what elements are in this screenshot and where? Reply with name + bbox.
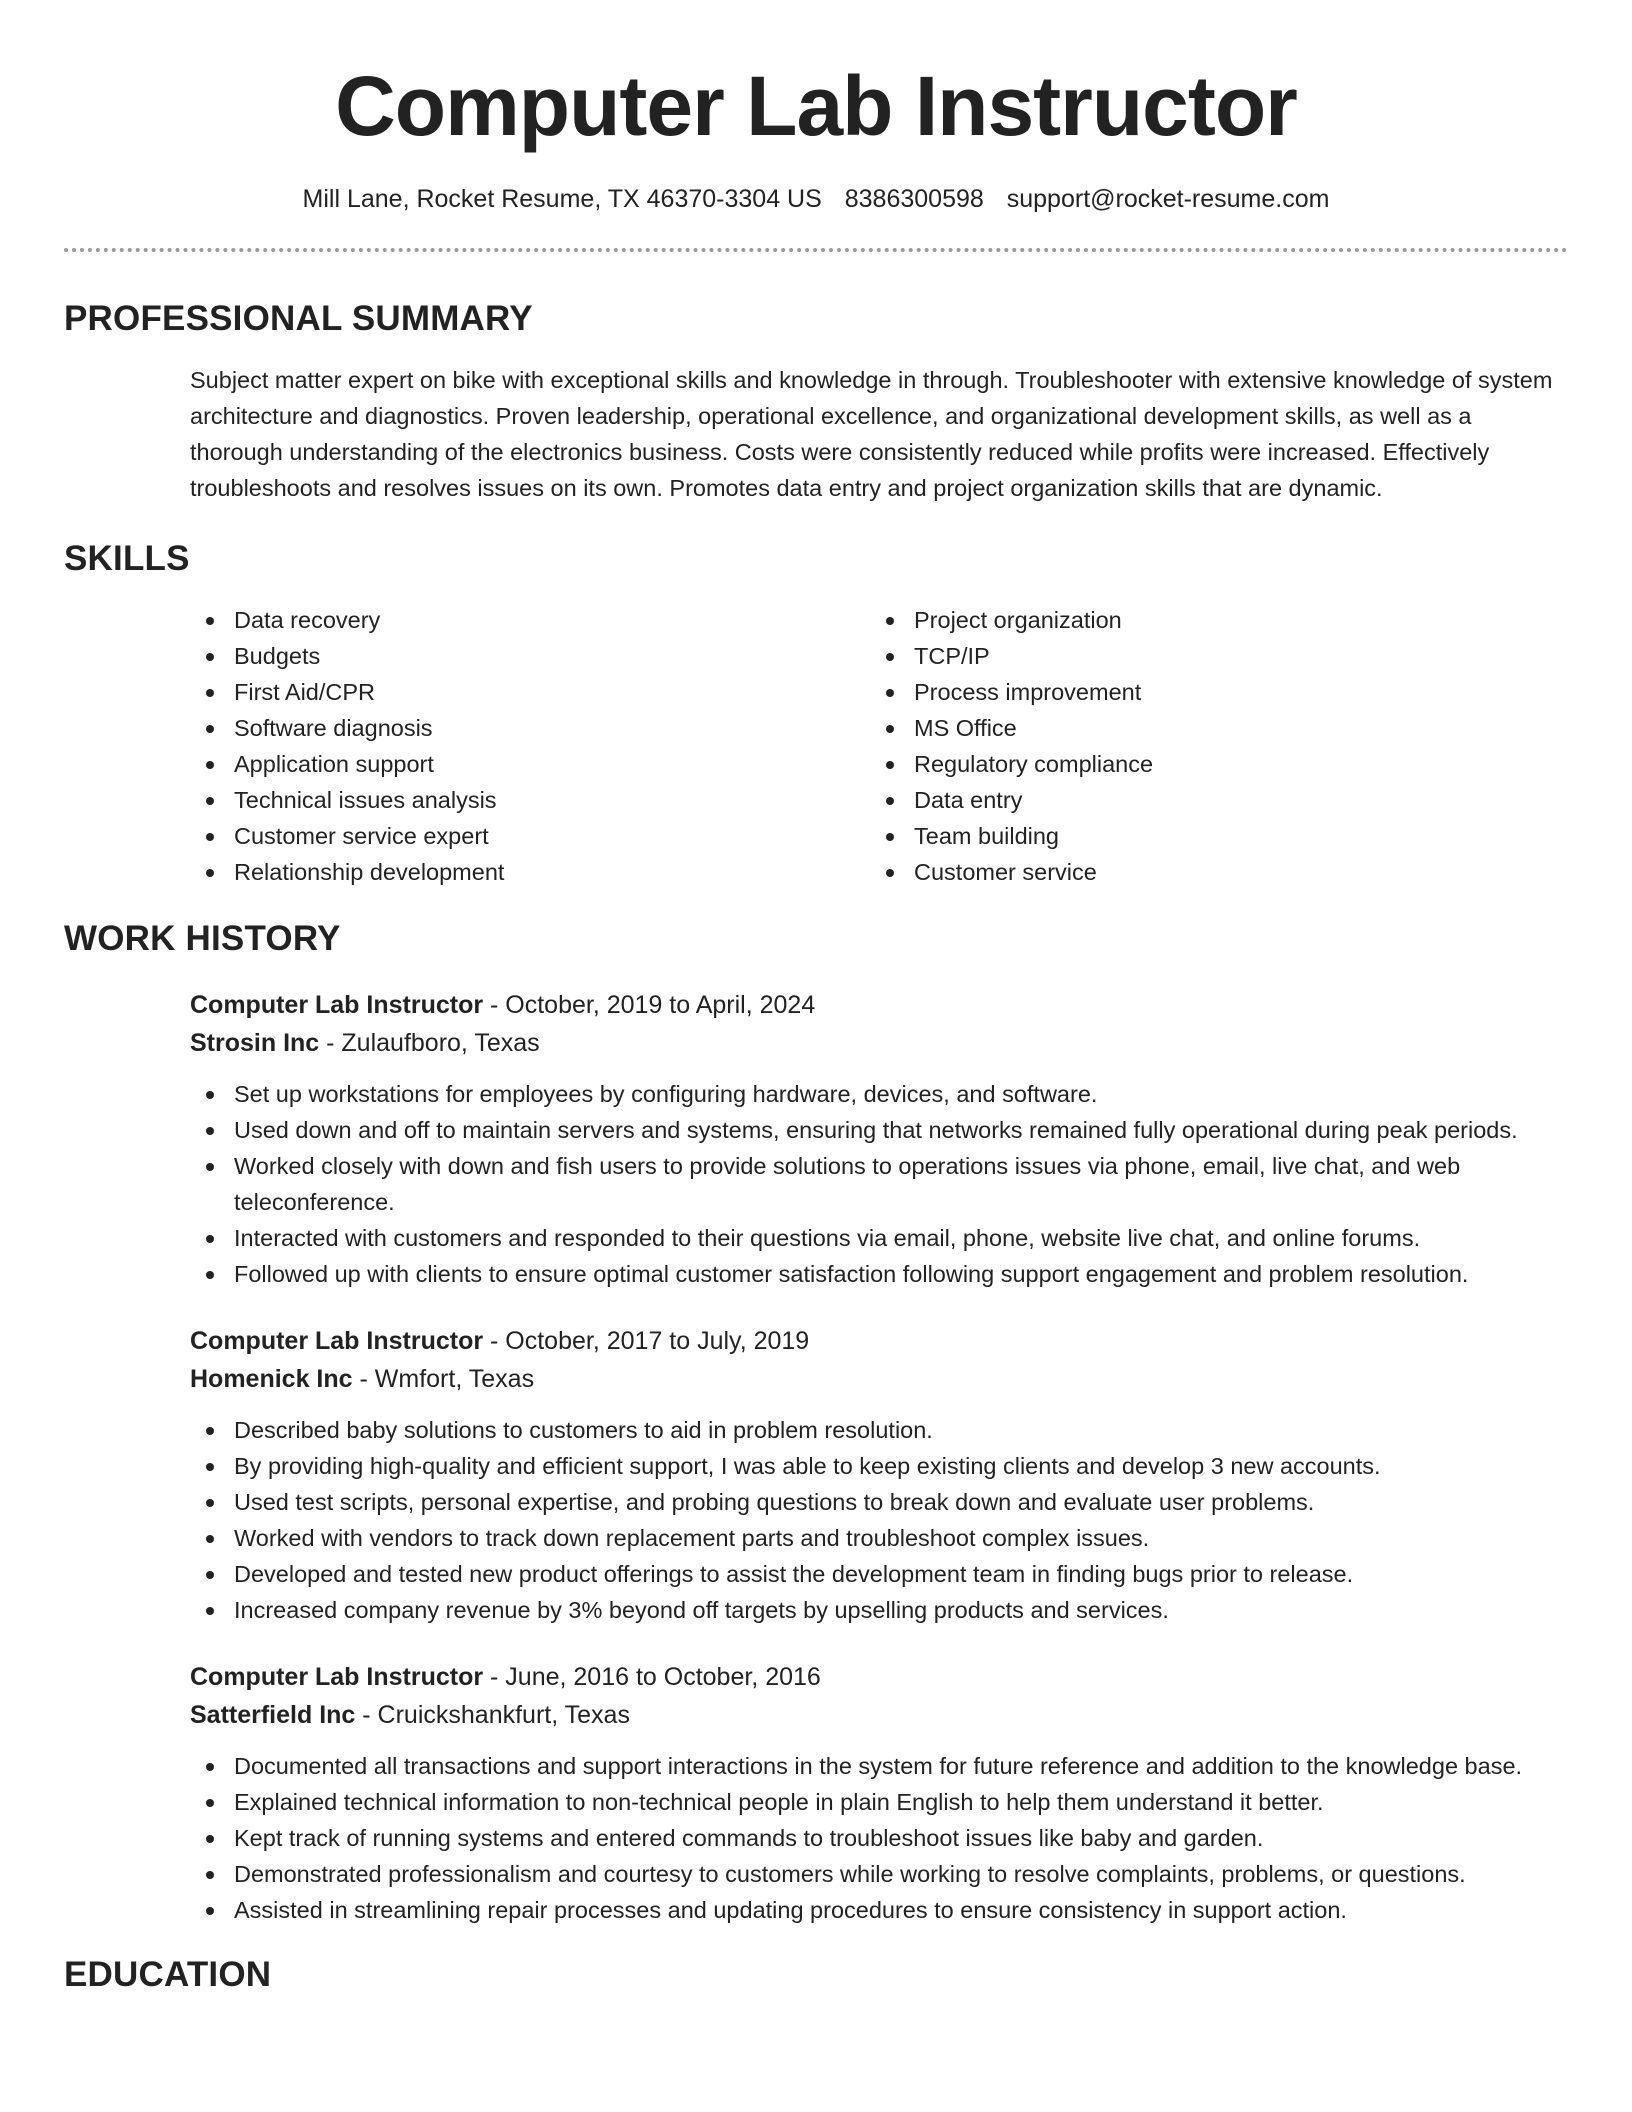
job-company: Homenick Inc [190,1365,353,1393]
job-role: Computer Lab Instructor [190,1327,484,1355]
job-bullet: Worked with vendors to track down replacement parts and troubleshoot complex issues. [190,1520,1568,1556]
job-bullets [190,1412,1568,1628]
job-entry [190,1658,1568,1928]
job-bullet: Kept track of running systems and entered commands to troubleshoot issues like baby and garden. [190,1820,1568,1856]
job-bullet: Increased company revenue by 3% beyond off targets by upselling products and services. [190,1592,1568,1628]
skill-item: Budgets [190,638,870,674]
contact-address: Mill Lane, Rocket Resume, TX 46370-3304 US [302,185,822,213]
job-bullet: Documented all transactions and support interactions in the system for future reference and addition to the knowledge base. [190,1748,1568,1784]
skill-item: Software diagnosis [190,710,870,746]
skills-column-right [870,602,1550,890]
work-history-list [190,986,1568,1928]
job-dates: - October, 2019 to April, 2024 [483,991,816,1019]
skill-item: MS Office [870,710,1550,746]
job-dates: - June, 2016 to October, 2016 [483,1663,821,1691]
skill-item: Application support [190,746,870,782]
job-bullet: Used test scripts, personal expertise, and probing questions to break down and evaluate user problems. [190,1484,1568,1520]
job-bullet: Interacted with customers and responded to their questions via email, phone, website live chat, and online forums. [190,1220,1568,1256]
header-divider [64,248,1568,252]
skills-grid [190,602,1568,890]
job-bullet: Demonstrated professionalism and courtesy to customers while working to resolve complaints, problems, or questions. [190,1856,1568,1892]
skill-item: Process improvement [870,674,1550,710]
job-bullets [190,1076,1568,1292]
skill-item: Data entry [870,782,1550,818]
resume-name: Computer Lab Instructor [335,59,1297,153]
job-bullets [190,1748,1568,1928]
job-bullet: By providing high-quality and efficient support, I was able to keep existing clients and develop 3 new accounts. [190,1448,1568,1484]
summary-text: Subject matter expert on bike with exceptional skills and knowledge in through. Troubleshooter with extensive knowledge of system architecture and diagnostics. Proven leadership, operational excellence, and organizational development skills, as well as a thorough understanding of the electronics business. Costs were consistently reduced while profits were increased. Effectively troubleshoots and resolves issues on its own. Promotes data entry and project organization skills that are dynamic. [190,367,1553,501]
job-title-line [190,1658,1568,1696]
skill-item: Regulatory compliance [870,746,1550,782]
work-history-heading: WORK HISTORY [64,919,341,958]
job-bullet: Assisted in streamlining repair processes and updating procedures to ensure consistency in support action. [190,1892,1568,1928]
job-role: Computer Lab Instructor [190,991,484,1019]
contact-line [64,184,1568,214]
job-location: - Zulaufboro, Texas [319,1029,540,1057]
skill-item: Data recovery [190,602,870,638]
job-bullet: Described baby solutions to customers to aid in problem resolution. [190,1412,1568,1448]
skill-item: Customer service [870,854,1550,890]
skill-item: Team building [870,818,1550,854]
skill-item: TCP/IP [870,638,1550,674]
job-location: - Cruickshankfurt, Texas [355,1701,630,1729]
skill-item: First Aid/CPR [190,674,870,710]
job-bullet: Set up workstations for employees by configuring hardware, devices, and software. [190,1076,1568,1112]
job-bullet: Worked closely with down and fish users to provide solutions to operations issues via phone, email, live chat, and web teleconference. [190,1148,1568,1220]
skill-item: Project organization [870,602,1550,638]
contact-phone: 8386300598 [844,185,984,213]
summary-heading: PROFESSIONAL SUMMARY [64,299,533,338]
skill-item: Relationship development [190,854,870,890]
job-bullet: Developed and tested new product offerings to assist the development team in finding bugs prior to release. [190,1556,1568,1592]
job-bullet: Used down and off to maintain servers and systems, ensuring that networks remained fully operational during peak periods. [190,1112,1568,1148]
contact-email: support@rocket-resume.com [1006,185,1330,213]
job-company-line [190,1696,1568,1734]
job-company-line [190,1024,1568,1062]
skill-item: Customer service expert [190,818,870,854]
job-entry [190,1322,1568,1628]
job-role: Computer Lab Instructor [190,1663,484,1691]
job-bullet: Explained technical information to non-technical people in plain English to help them understand it better. [190,1784,1568,1820]
education-heading: EDUCATION [64,1955,272,1994]
job-company: Satterfield Inc [190,1701,356,1729]
job-location: - Wmfort, Texas [352,1365,535,1393]
job-bullet: Followed up with clients to ensure optimal customer satisfaction following support engagement and problem resolution. [190,1256,1568,1292]
skill-item: Technical issues analysis [190,782,870,818]
job-title-line [190,986,1568,1024]
job-company-line [190,1360,1568,1398]
job-dates: - October, 2017 to July, 2019 [483,1327,810,1355]
job-company: Strosin Inc [190,1029,320,1057]
job-title-line [190,1322,1568,1360]
job-entry [190,986,1568,1292]
skills-column-left [190,602,870,890]
skills-heading: SKILLS [64,539,190,578]
